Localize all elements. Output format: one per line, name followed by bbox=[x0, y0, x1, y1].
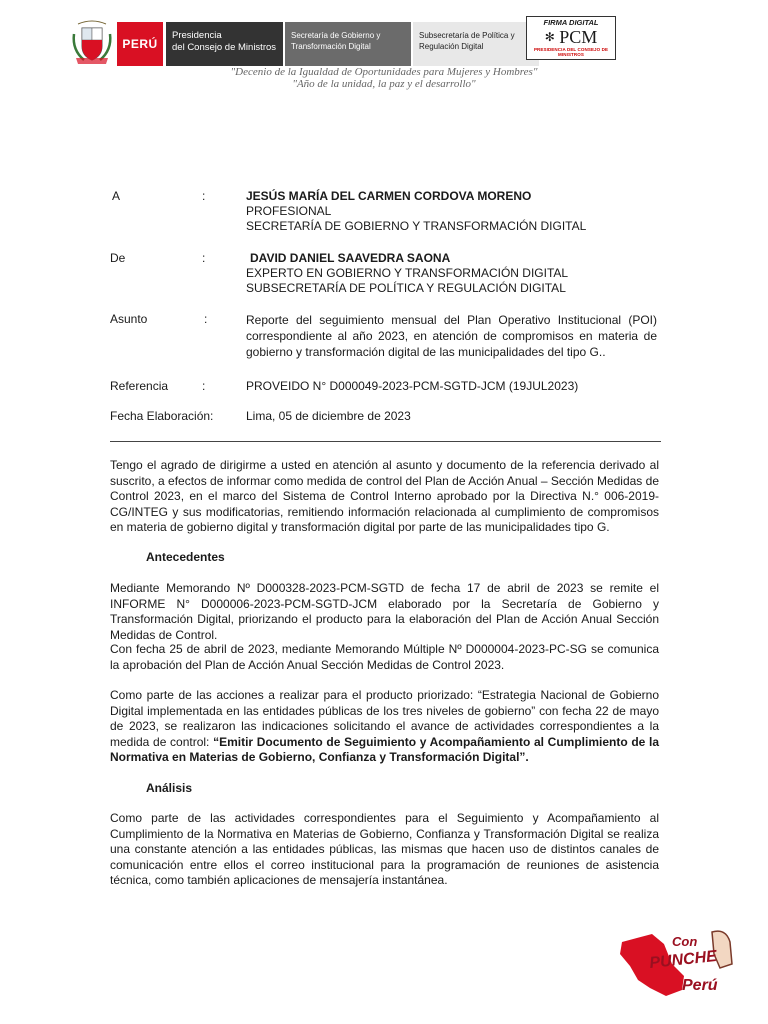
country-label: PERÚ bbox=[122, 37, 158, 51]
reference-text: PROVEIDO N° D000049-2023-PCM-SGTD-JCM (19JUL2023) bbox=[246, 379, 579, 393]
slogans bbox=[0, 66, 768, 90]
to-unit: SECRETARÍA DE GOBIERNO Y TRANSFORMACIÓN DIGITAL bbox=[246, 219, 587, 233]
subsecretaria-block bbox=[413, 22, 539, 66]
stamp-title: FIRMA DIGITAL bbox=[543, 18, 599, 27]
logo-line1: Con bbox=[672, 934, 698, 949]
paragraph-aprobacion: Con fecha 25 de abril de 2023, mediante Memorando Múltiple Nº D000004-2023-PC-SG se comunica la aprobación del Plan de Acción Anual Sección Medidas de Control 2023. bbox=[110, 642, 659, 672]
from-label: De bbox=[110, 251, 126, 265]
heading-analisis: Análisis bbox=[146, 781, 193, 795]
secretaria-line1: Secretaría de Gobierno y bbox=[291, 31, 381, 40]
paragraph-acciones-bold: “Emitir Documento de Seguimiento y Acompañamiento al Cumplimiento de la Normativa en Materias de Gobierno, Confianza y Transformación Digital”. bbox=[110, 734, 659, 764]
letterhead bbox=[70, 18, 630, 68]
paragraph-acciones bbox=[110, 688, 659, 766]
logo-line2: PUNCHE bbox=[648, 948, 718, 972]
from-name: DAVID DANIEL SAAVEDRA SAONA bbox=[250, 251, 451, 265]
subject-label: Asunto bbox=[110, 312, 148, 326]
reference-label: Referencia bbox=[110, 379, 169, 393]
stamp-brand-text: PCM bbox=[559, 27, 598, 47]
peru-brand-block bbox=[117, 22, 163, 66]
stamp-caption: PRESIDENCIA DEL CONSEJO DE MINISTROS bbox=[533, 47, 609, 57]
entity-block bbox=[166, 22, 283, 66]
digital-signature-stamp bbox=[526, 16, 616, 60]
entity-line1: Presidencia bbox=[172, 30, 222, 41]
heading-antecedentes: Antecedentes bbox=[146, 550, 225, 564]
to-name: JESÚS MARÍA DEL CARMEN CORDOVA MORENO bbox=[246, 189, 532, 203]
subject-text: Reporte del seguimiento mensual del Plan Operativo Institucional (POI) correspondiente al año 2023, en atención de compromisos en materia de gobierno y transformación digital de las municipalidades del tipo G.. bbox=[246, 313, 657, 359]
reference-colon: : bbox=[202, 379, 206, 393]
slogan-year: "Año de la unidad, la paz y el desarrollo" bbox=[292, 78, 476, 90]
divider bbox=[110, 441, 661, 442]
stamp-brand bbox=[527, 27, 615, 47]
entity-line2: del Consejo de Ministros bbox=[172, 42, 277, 53]
paragraph-analisis: Como parte de las actividades correspondientes para el Seguimiento y Acompañamiento al Cumplimiento de la Normativa en Materias de Gobierno, Confianza y Transformación Digital se realiza una constante atención a las entidades públicas, las mismas que hacen uso de distintos canales de comunicación entre ellos el correo institucional para la programación de reuniones de asistencia técnica, como también aplicaciones de mensajería instantánea. bbox=[110, 811, 659, 887]
slogan-decade: "Decenio de la Igualdad de Oportunidades para Mujeres y Hombres" bbox=[230, 66, 538, 78]
date-label: Fecha Elaboración: bbox=[110, 409, 214, 423]
to-colon: : bbox=[202, 189, 206, 203]
paragraph-acciones-text: Como parte de las acciones a realizar para el producto priorizado: “Estrategia Nacional de Gobierno Digital implementada en las entidades públicas de los tres niveles de gobierno” con fecha 22 de mayo de 2023, se realizaron las indicaciones solicitando el avance de actividades correspondientes a la medida de control: bbox=[110, 688, 659, 749]
date-text: Lima, 05 de diciembre de 2023 bbox=[246, 409, 411, 423]
from-colon: : bbox=[202, 251, 206, 265]
subject-colon: : bbox=[204, 312, 208, 326]
asterisk-icon: ✻ bbox=[544, 30, 555, 44]
to-label: A bbox=[112, 189, 121, 203]
logo-line3: Perú bbox=[682, 977, 718, 994]
secretaria-line2: Transformación Digital bbox=[291, 42, 371, 51]
coat-of-arms-icon bbox=[70, 18, 114, 66]
con-punche-peru-logo bbox=[612, 924, 742, 1000]
intro-paragraph: Tengo el agrado de dirigirme a usted en atención al asunto y documento de la referencia derivado al suscrito, a efectos de informar como medida de control del Plan de Acción Anual – Sección Medidas de Control 2023, en el marco del Sistema de Control Interno aprobado por la Directiva N.° 006-2019-CG/INTEG y sus modificatorias, remitiendo información relacionada al cumplimiento de compromisos en materia de gobierno digital y transformación digital por parte de las municipalidades tipo G. bbox=[110, 458, 659, 534]
subsecretaria-line1: Subsecretaría de Política y bbox=[419, 31, 515, 40]
from-unit: SUBSECRETARÍA DE POLÍTICA Y REGULACIÓN DIGITAL bbox=[246, 281, 566, 295]
from-role: EXPERTO EN GOBIERNO Y TRANSFORMACIÓN DIGITAL bbox=[246, 266, 569, 280]
subsecretaria-line2: Regulación Digital bbox=[419, 42, 484, 51]
to-role: PROFESIONAL bbox=[246, 204, 332, 218]
secretaria-block bbox=[285, 22, 411, 66]
paragraph-memorando: Mediante Memorando Nº D000328-2023-PCM-SGTD de fecha 17 de abril de 2023 se remite el INFORME N° D000006-2023-PCM-SGTD-JCM elaborado por la Secretaría de Gobierno y Transformación Digital, priorizando el producto para la elaboración del Plan de Acción Anual Sección Medidas de Control. bbox=[110, 581, 659, 642]
